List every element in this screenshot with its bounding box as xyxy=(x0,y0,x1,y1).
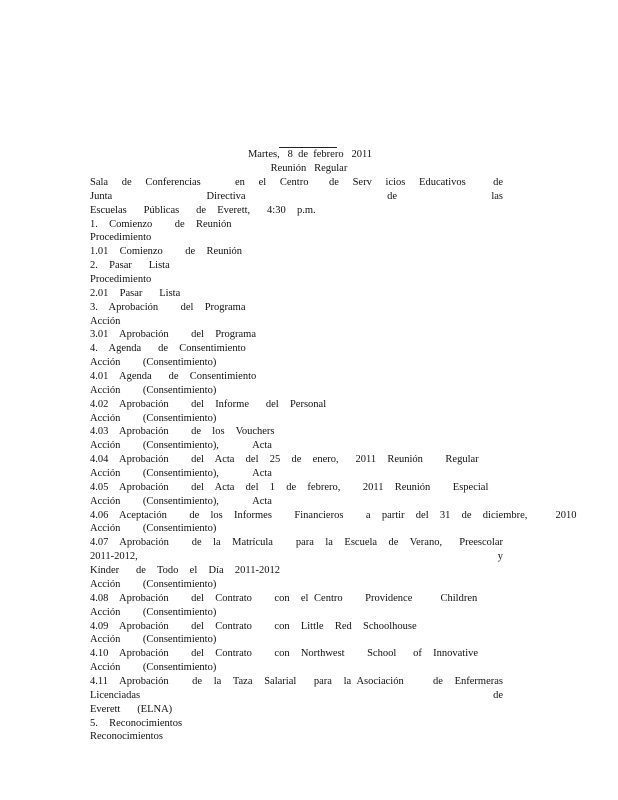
agenda-body xyxy=(90,176,577,744)
agenda-line: Procedimiento xyxy=(90,232,152,244)
agenda-line: 4.05 Aprobación del Acta del 1 de febrero, 2011 Reunión Especial xyxy=(90,481,489,493)
agenda-line: Acción (Consentimiento), Acta xyxy=(90,468,272,480)
agenda-line: 4.03 Aprobación de los Vouchers xyxy=(90,426,275,438)
agenda-line: 1.01 Comienzo de Reunión xyxy=(90,246,243,258)
agenda-line: Acción (Consentimiento) xyxy=(90,523,217,535)
agenda-line: Acción (Consentimiento) xyxy=(90,662,217,674)
agenda-line: Procedimiento xyxy=(90,274,152,286)
agenda-line: 5. Reconocimientos xyxy=(90,717,183,729)
agenda-line: Sala de Conferencias en el Centro de Serv icios Educativos de Junta Directiva de las xyxy=(90,177,515,202)
agenda-line: Acción (Consentimiento) xyxy=(90,357,217,369)
agenda-line: Acción (Consentimiento) xyxy=(90,412,217,424)
agenda-line: 4.11 Aprobación de la Taza Salarial para la Asociación de Enfermeras Licenciadas de xyxy=(90,675,526,701)
agenda-line: Kínder de Todo el Día 2011-2012 xyxy=(90,565,281,577)
agenda-line: Acción (Consentimiento) xyxy=(90,606,217,618)
agenda-line: 4. Agenda de Consentimiento xyxy=(90,343,246,355)
agenda-line: 3. Aprobación del Programa xyxy=(90,301,246,313)
agenda-line: 4.07 Aprobación de la Matrícula para la Escuela de Verano, Preescolar 2011-2012, y xyxy=(90,537,526,563)
agenda-line: Acción (Consentimiento), Acta xyxy=(90,495,272,507)
agenda-line: Acción (Consentimiento), Acta xyxy=(90,440,272,452)
agenda-line: 4.04 Aprobación del Acta del 25 de enero, 2011 Reunión Regular xyxy=(90,454,479,466)
agenda-line: 3.01 Aprobación del Programa xyxy=(90,329,257,341)
agenda-line: Acción (Consentimiento) xyxy=(90,634,217,646)
agenda-line: 1. Comienzo de Reunión xyxy=(90,218,232,230)
agenda-line: Acción (Consentimiento) xyxy=(90,384,217,396)
agenda-line: 2.01 Pasar Lista xyxy=(90,287,181,299)
agenda-line: 4.09 Aprobación del Contrato con Little Red Schoolhouse xyxy=(90,620,417,632)
agenda-line: 4.06 Aceptación de los Informes Financieros a partir del 31 de diciembre, 2010 xyxy=(90,509,577,521)
agenda-line: Acción xyxy=(90,315,121,327)
agenda-line: 4.02 Aprobación del Informe del Personal xyxy=(90,398,327,410)
meeting-type: Reunión Regular xyxy=(270,163,348,174)
agenda-line: 2. Pasar Lista xyxy=(90,260,170,272)
agenda-line: 4.08 Aprobación del Contrato con el Centro Providence Children xyxy=(90,592,478,604)
meeting-date: Martes, 8 de febrero 2011 xyxy=(247,149,373,160)
agenda-line: Everett (ELNA) xyxy=(90,703,173,715)
agenda-line: Escuelas Públicas de Everett, 4:30 p.m. xyxy=(90,204,316,216)
agenda-line: Acción (Consentimiento) xyxy=(90,578,217,590)
agenda-line: 4.01 Agenda de Consentimiento xyxy=(90,371,257,383)
agenda-line: 4.10 Aprobación del Contrato con Northwest School of Innovative xyxy=(90,648,479,660)
agenda-line: Reconocimientos xyxy=(90,731,163,743)
